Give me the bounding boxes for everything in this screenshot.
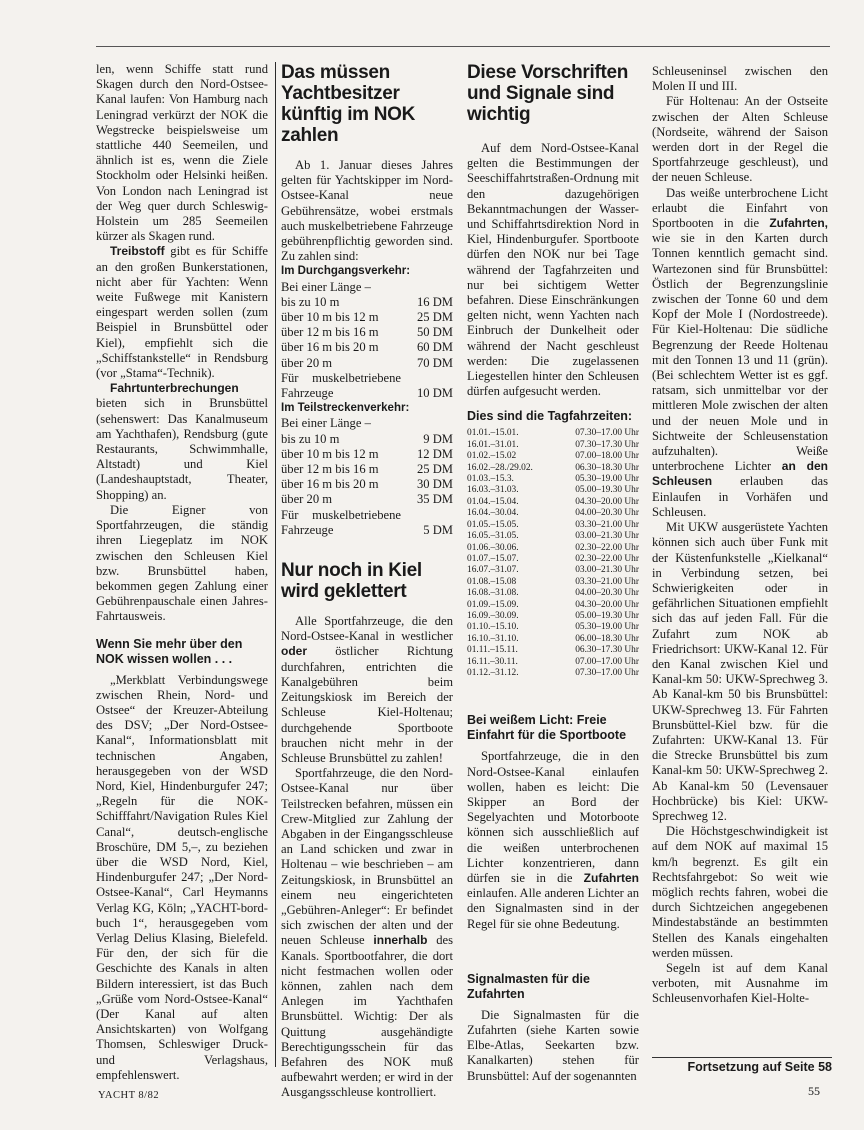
fee-label: bis zu 10 m <box>281 294 340 309</box>
date-range: 01.07.–15.07. <box>467 553 519 564</box>
date-range: 01.06.–30.06. <box>467 542 519 553</box>
time-range: 02.30–22.00 Uhr <box>575 553 639 564</box>
col2-p2-text-a: Sportfahrzeuge, die den Nord-Ostsee-Kanal nur über Teilstrecken befahren, müssen ein Crew-Mitglied zur Zahlung der Abgaben in der Eingangsschleuse an Land schicken und zwar in Holtenau – wie beschrieben – am Zeitungskiosk, in Brunsbüttel an einem neu eingerichteten „Gebühren-Anleger“: Er befindet sich zwischen der alten und der neuen Schleuse <box>281 766 453 948</box>
kiel-title: Nur noch in Kiel wird geklettert <box>281 560 422 603</box>
col4-p3-text-a: Das weiße unterbrochene Licht erlaubt die Einfahrt von Sportbooten in die <box>652 185 828 231</box>
table-row <box>467 543 639 554</box>
col3-p2-text-a: Sportfahrzeuge, die in den Nord-Ostsee-Kanal einlaufen wollen, haben es leicht: Die Skipper an Bord der Segelyachten und Motorboote können sich ausschließlich auf die weißen unterbrochenen Lichter konzentrieren, dann dürfen sie in die <box>467 749 639 886</box>
table-row <box>281 340 453 355</box>
table-row <box>467 565 639 576</box>
times-heading: Dies sind die Tagfahrzeiten: <box>467 409 633 424</box>
table-row <box>467 463 639 474</box>
fees-through-heading: Im Durchgangsverkehr: <box>281 265 411 278</box>
col4-p3-bold-2: an den Schleusen <box>652 459 828 489</box>
col2-paragraph-1 <box>281 614 453 766</box>
col1-paragraph-3 <box>96 381 268 503</box>
table-row <box>281 508 453 538</box>
table-row <box>281 325 453 340</box>
time-range: 03.30–21.00 Uhr <box>575 576 639 587</box>
table-row <box>281 477 453 492</box>
col4-paragraph-6: Segeln ist auf dem Kanal verboten, mit Ausnahme im Schleusenvorhafen Kiel-Holte- <box>652 960 828 1006</box>
table-row <box>467 622 639 633</box>
fee-value: 50 DM <box>416 325 453 340</box>
date-range: 01.03.–15.3. <box>467 474 514 485</box>
table-row <box>281 447 453 462</box>
table-row <box>281 462 453 477</box>
col3-paragraph-2 <box>467 749 639 931</box>
col2-p2-bold: innerhalb <box>373 933 428 948</box>
time-range: 05.30–19.00 Uhr <box>575 474 639 485</box>
col4-paragraph-5: Die Höchstgeschwindigkeit ist auf dem NOK auf maximal 15 km/h begrenzt. Es gilt ein Rechtsfahrgebot: So weit wie möglich rechts fahren, wobei die durch Sichtzeichen angegebenen Mindestabstände an bestimmten Stellen des Kanals eingehalten werden müssen. <box>652 824 828 960</box>
table-row <box>467 634 639 645</box>
col3-paragraph-3: Die Signalmasten für die Zufahrten (siehe Karten sowie Elbe-Atlas, Seekarten bzw. Kanalkarten) stehen für Brunsbüttel: Auf der sogenannten <box>467 1007 639 1083</box>
table-row <box>467 520 639 531</box>
time-range: 04.30–20.00 Uhr <box>575 599 639 610</box>
stops-lead: Fahrtunterbrechungen <box>110 381 239 396</box>
col1-paragraph-1: len, wenn Schiffe statt rund Skagen durch den Nord-Ostsee-Kanal laufen: Von Hamburg nach Leningrad verkürzt der NOK die Wegstrecke beispielsweise um stattliche 440 Seemeilen, und ähnlich ist es, wenn die Ziele Stockholm oder Helsinki heißen. Von London nach Leningrad ist der Weg quer durch Schleswig-Holstein um 285 Seemeilen kürzer als Skagen rund. <box>96 62 268 244</box>
date-range: 16.03.–31.03. <box>467 485 519 496</box>
date-range: 16.05.–31.05. <box>467 531 519 542</box>
column-rule-1 <box>275 62 276 1067</box>
time-range: 06.00–18.30 Uhr <box>575 633 639 644</box>
fee-label: bis zu 10 m <box>281 431 340 446</box>
fee-label: über 20 m <box>281 355 333 370</box>
white-light-heading: Bei weißem Licht: Freie Einfahrt für die Sportboote <box>467 713 627 743</box>
date-range: 16.08.–31.08. <box>467 588 519 599</box>
column-2 <box>281 62 453 1101</box>
rules-title: Diese Vorschriften und Signale sind wichtig <box>467 62 629 125</box>
time-range: 03.30–21.00 Uhr <box>575 519 639 530</box>
date-range: 16.04.–30.04. <box>467 508 519 519</box>
date-range: 16.01.–31.01. <box>467 439 519 450</box>
time-range: 07.00–17.00 Uhr <box>575 656 639 667</box>
table-row <box>281 295 453 310</box>
signal-masts-heading: Signalmasten für die Zufahrten <box>467 971 590 1001</box>
fee-value: 9 DM <box>423 431 453 446</box>
date-range: 16.02.–28./29.02. <box>467 462 533 473</box>
col4-paragraph-1: Schleuseninsel zwischen den Molen II und III. <box>652 64 828 94</box>
time-range: 03.00–21.30 Uhr <box>575 565 639 576</box>
magazine-issue: YACHT 8/82 <box>98 1090 160 1101</box>
fees-partial-table <box>281 432 453 538</box>
continuation-rule <box>652 1057 832 1058</box>
fee-label: über 12 m bis 16 m <box>281 325 379 340</box>
table-row <box>467 554 639 565</box>
table-row <box>467 611 639 622</box>
fee-label: Für muskelbetriebene Fahrzeuge <box>281 507 401 537</box>
time-range: 05.30–19.00 Uhr <box>575 622 639 633</box>
table-row <box>467 668 639 679</box>
col4-paragraph-3 <box>652 186 828 520</box>
col1-paragraph-5: „Merkblatt Verbindungswege zwischen Rhein, Nord- und Ostsee“ der Kreuzer-Abteilung des DSV; „Der Nord-Ostsee-Kanal“, Informationsblatt mit technischen Angaben, herausgegeben von der WSD Nord, Kiel, Hindenburgufer 247; „Regeln für die NOK-Schifffahrt/Navigation Rules Kiel Canal“, deutsch-englische Broschüre, DM 5,–, zu beziehen über die WSD Nord, Kiel, Hindenburgufer 247; „Der Nord-Ostsee-Kanal“, Carl Heymanns Verlag KG, Köln; „YACHT-bord-buch 1“, herausgegeben vom Verlag Delius Klasing, Bielefeld. Für den, der sich für die Geschichte des Kanals in alten Bildern interessiert, ist das Buch „Grüße vom Nord-Ostsee-Kanal“ (Der Kanal auf alten Ansichtskarten) von Wolfgang Thomsen, Schleswiger Druck- und Verlagshaus, empfehlenswert. <box>96 672 268 1082</box>
col4-p3-bold: Zufahrten, <box>769 216 828 231</box>
page-number: 55 <box>808 1084 820 1098</box>
top-rule <box>96 46 830 47</box>
date-range: 01.11.–15.11. <box>467 645 518 656</box>
date-range: 01.04.–15.04. <box>467 496 519 507</box>
time-range: 04.30–20.00 Uhr <box>575 496 639 507</box>
date-range: 01.05.–15.05. <box>467 519 519 530</box>
table-row <box>467 440 639 451</box>
date-range: 16.09.–30.09. <box>467 610 519 621</box>
fees-title: Das müssen Yachtbesitzer künftig im NOK zahlen <box>281 62 416 146</box>
fee-label: über 16 m bis 20 m <box>281 340 379 355</box>
fee-value: 16 DM <box>416 294 453 309</box>
fee-value: 35 DM <box>416 492 453 507</box>
fee-label: über 10 m bis 12 m <box>281 446 379 461</box>
time-range: 03.00–21.30 Uhr <box>575 531 639 542</box>
col1-paragraph-3-text: bieten sich in Brunsbüttel (sehenswert: Das Kanalmuseum am Yachthafen), Rendsburg (gute Restaurants, Schwimmhalle, Altstadt) und Kiel (Landeshauptstadt, Theater, Shopping) an. <box>96 396 268 502</box>
fuel-lead: Treibstoff <box>110 244 165 259</box>
time-range: 05.00–19.30 Uhr <box>575 485 639 496</box>
table-row <box>281 310 453 325</box>
column-4 <box>652 64 828 1007</box>
fee-value: 25 DM <box>416 310 453 325</box>
col2-p1-text-b: östlicher Richtung durchfahren, entrichten die Kanalgebühren beim Zeitungskiosk im Bereich der Schleuse Kiel-Holtenau; durchgehende Sportboote brauchen nicht mehr in der Schleuse Brunsbüttel zu zahlen! <box>281 644 453 765</box>
table-row <box>281 432 453 447</box>
fee-value: 25 DM <box>416 462 453 477</box>
fee-value: 30 DM <box>416 477 453 492</box>
table-row <box>281 492 453 507</box>
time-range: 07.30–17.30 Uhr <box>575 439 639 450</box>
time-range: 04.00–20.30 Uhr <box>575 508 639 519</box>
fee-value: 10 DM <box>416 386 453 401</box>
fee-label: Für muskelbetriebene Fahrzeuge <box>281 370 401 401</box>
table-row <box>467 474 639 485</box>
table-row <box>467 508 639 519</box>
fee-label: über 20 m <box>281 492 333 507</box>
fees-partial-heading: Im Teilstreckenverkehr: <box>281 402 410 415</box>
col2-p1-text-a: Alle Sportfahrzeuge, die den Nord-Ostsee-Kanal in westlicher <box>281 614 453 644</box>
fee-value: 60 DM <box>416 340 453 355</box>
fees-through-table <box>281 295 453 401</box>
date-range: 01.09.–15.09. <box>467 599 519 610</box>
col2-p2-text-b: des Kanals. Sportbootfahrer, die dort nicht festmachen wollen oder können, zahlen nach dem Anlegen im Yachthafen Brunsbüttel. Wichtig: Der als Quittung ausgehändigte Berechtigungsschein für das Befahren des NOK muß aufbewahrt werden; er wird in der Ausgangsschleuse kontrolliert. <box>281 933 453 1100</box>
col3-p2-bold: Zufahrten <box>583 871 639 886</box>
fees-partial-lead: Bei einer Länge – <box>281 416 371 431</box>
table-row <box>467 485 639 496</box>
col4-paragraph-2: Für Holtenau: An der Ostseite zwischen der Alten Schleuse (Nordseite, während der Saison werden dort in der Regel die Sportfahrzeuge geschleust), und der neuen Schleuse. <box>652 94 828 185</box>
fee-label: über 12 m bis 16 m <box>281 462 379 477</box>
column-3 <box>467 62 639 1084</box>
fee-label: über 16 m bis 20 m <box>281 477 379 492</box>
column-1 <box>96 62 268 1083</box>
col3-paragraph-1: Auf dem Nord-Ostsee-Kanal gelten die Bestimmungen der Seeschiffahrtstraßen-Ordnung mit den dazugehörigen Bekanntmachungen der Wasser- und Schiffahrtsdirektion Nord in Kiel, Hindenburgufer. Sportboote dürfen den NOK nur bei Tage während der Tagfahrzeiten und nur bei sichtigem Wetter befahren. Diese Einschränkungen gelten nicht, wenn Yachten nach Einbruch der Dunkelheit oder während der Nacht geschleust werden: Die zugelassenen Liegestellen hinter den Schleusen dürfen aufgesucht werden. <box>467 141 639 399</box>
date-range: 01.12.–31.12. <box>467 667 519 678</box>
col2-paragraph-2 <box>281 766 453 1100</box>
col1-paragraph-2-text: gibt es für Schiffe an den großen Bunkerstationen, nicht aber für Yachten: Wenn weite Fußwege mit Kanistern eingespart werden sollen (zum Beispiel in Brunsbüttel oder Kiel), empfiehlt sich die „Schiffstankstelle“ in Rendsburg (vor „Stama“-Technik). <box>96 244 268 381</box>
date-range: 01.01.–15.01. <box>467 428 519 439</box>
time-range: 04.00–20.30 Uhr <box>575 588 639 599</box>
table-row <box>281 356 453 371</box>
table-row <box>281 371 453 401</box>
table-row <box>467 428 639 439</box>
date-range: 01.08.–15.08 <box>467 576 517 587</box>
continuation-note: Fortsetzung auf Seite 58 <box>687 1060 832 1074</box>
col3-p2-text-b: einlaufen. Alle anderen Lichter an den Signalmasten sind in der Regel für sie ohne Bedeutung. <box>467 886 639 931</box>
time-range: 07.30–17.00 Uhr <box>575 667 639 678</box>
table-row <box>467 531 639 542</box>
more-info-heading: Wenn Sie mehr über den NOK wissen wollen . . . <box>96 636 243 666</box>
fee-value: 70 DM <box>416 355 453 370</box>
fee-label: über 10 m bis 12 m <box>281 310 379 325</box>
date-range: 01.10.–15.10. <box>467 622 519 633</box>
col2-p1-bold: oder <box>281 644 308 659</box>
table-row <box>467 497 639 508</box>
time-range: 06.30–18.30 Uhr <box>575 462 639 473</box>
fee-value: 5 DM <box>423 522 453 537</box>
col4-paragraph-4: Mit UKW ausgerüstete Yachten können sich auch über Funk mit der Küstenfunkstelle „Kielkanal“ in Verbindung setzen, bei Schwierigkeiten oder in gefährlichen Situationen empfiehlt sich das auf jeden Fall. Für die Zufahrt zum NOK ab Friedrichsort: UKW-Kanal 12. Für den Kanal zwischen Kiel und Kanal-km 50: UKW-Sprechweg 3. Ab Kanal-km 50 bis Brunsbüttel: UKW-Sprechweg 13. Für Fahrten Brunsbüttel-Kiel bzw. für die Zufahrten: UKW-Kanal 13. Für die Strecke Brunsbüttel bis zum Kanal-km 50: UKW-Sprechweg 2. Ab Kanal-km 50 (Levensauer Hochbrücke) bis Kiel: UKW-Sprechweg 12. <box>652 520 828 823</box>
table-row <box>467 588 639 599</box>
col1-paragraph-2 <box>96 244 268 381</box>
time-range: 05.00–19.30 Uhr <box>575 610 639 621</box>
table-row <box>467 657 639 668</box>
table-row <box>467 600 639 611</box>
fees-intro: Ab 1. Januar dieses Jahres gelten für Yachtskipper im Nord-Ostsee-Kanal neue Gebührensätze, wobei erstmals auch muskelbetriebene Fahrzeuge gebührenpflichtig geworden sind. Zu zahlen sind: <box>281 158 453 264</box>
table-row <box>467 645 639 656</box>
time-range: 06.30–17.30 Uhr <box>575 645 639 656</box>
time-range: 07.00–18.00 Uhr <box>575 451 639 462</box>
fees-through-lead: Bei einer Länge – <box>281 279 371 294</box>
table-row <box>467 451 639 462</box>
date-range: 01.02.–15.02 <box>467 451 517 462</box>
col4-p3-text-b: wie sie in den Karten durch Tonnen kenntlich gemacht sind. Wartezonen sind für Brunsbüttel: Östlich der Begrenzungslinie zwischen der Tonne 60 und dem Kopf der Mole I (Nordostreede). Für Kiel-Holtenau: Die südliche Begrenzung der Reede Holtenau mit den Tonnen 13 und 11 (grün). (Bei schlechtem Wetter ist es ggf. ratsam, sich unmittelbar vor der mittleren Mole zwischen der alten und der neuen Mole und in Sichtweite der Schleusenstation aufzuhalten). Weiße unterbrochene Lichter <box>652 231 828 474</box>
col1-paragraph-4: Die Eigner von Sportfahrzeugen, die ständig ihren Liegeplatz im NOK zwischen den Schleusen Kiel bzw. Brunsbüttel haben, bekommen gegen Zahlung einer Gebührenpauschale einen Jahres-Fahrtausweis. <box>96 502 268 624</box>
table-row <box>467 577 639 588</box>
daytime-table <box>467 428 639 679</box>
time-range: 07.30–17.00 Uhr <box>575 428 639 439</box>
time-range: 02.30–22.00 Uhr <box>575 542 639 553</box>
date-range: 16.11.–30.11. <box>467 656 518 667</box>
fee-value: 12 DM <box>416 446 453 461</box>
date-range: 16.10.–31.10. <box>467 633 519 644</box>
date-range: 16.07.–31.07. <box>467 565 519 576</box>
col4-p3-text-c: erlauben das Einlaufen in Vorhäfen und Schleusen. <box>652 474 828 519</box>
